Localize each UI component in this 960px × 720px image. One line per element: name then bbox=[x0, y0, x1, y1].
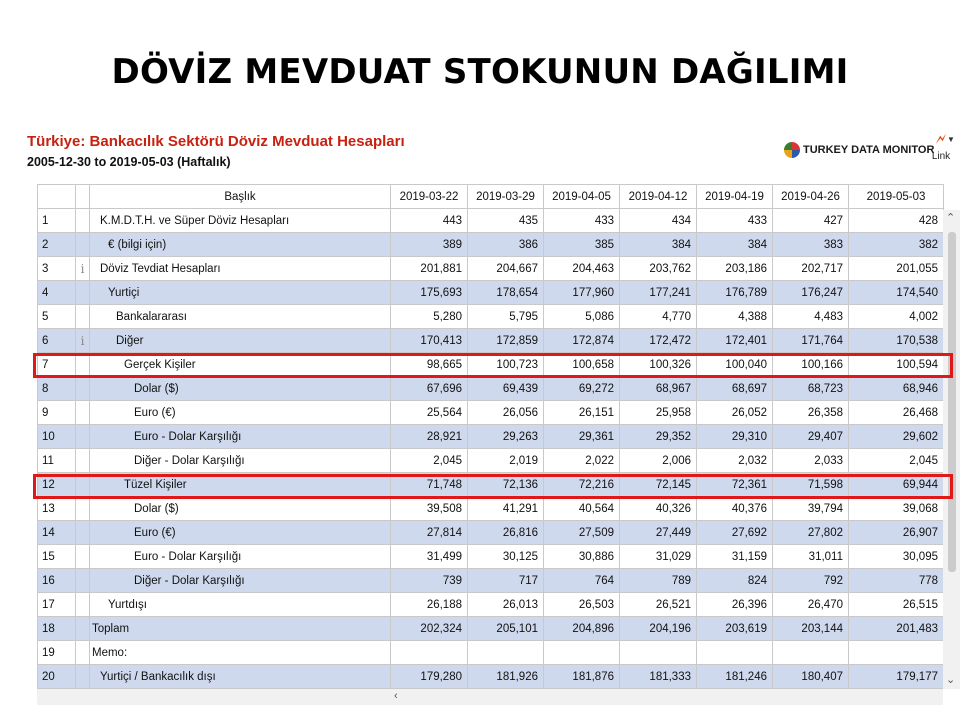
horizontal-scrollbar[interactable] bbox=[37, 689, 943, 705]
row-label: Euro - Dolar Karşılığı bbox=[90, 425, 391, 449]
value-cell: 27,814 bbox=[391, 521, 468, 545]
value-cell: 26,907 bbox=[849, 521, 944, 545]
slide-title: DÖVİZ MEVDUAT STOKUNUN DAĞILIMI bbox=[111, 52, 849, 92]
value-cell: 100,594 bbox=[849, 353, 944, 377]
value-cell: 71,748 bbox=[391, 473, 468, 497]
value-cell: 172,859 bbox=[468, 329, 544, 353]
value-cell: 100,326 bbox=[620, 353, 697, 377]
row-number: 19 bbox=[38, 641, 76, 665]
value-cell: 203,144 bbox=[773, 617, 849, 641]
header-info bbox=[76, 185, 90, 209]
row-label: Diğer bbox=[90, 329, 391, 353]
value-cell: 72,136 bbox=[468, 473, 544, 497]
data-grid[interactable] bbox=[37, 184, 960, 710]
header-label[interactable]: Başlık bbox=[90, 185, 391, 209]
row-label: Gerçek Kişiler bbox=[90, 353, 391, 377]
table-row[interactable] bbox=[38, 545, 944, 569]
value-cell: 181,926 bbox=[468, 665, 544, 689]
value-cell: 181,333 bbox=[620, 665, 697, 689]
table-row[interactable] bbox=[38, 617, 944, 641]
value-cell: 27,449 bbox=[620, 521, 697, 545]
value-cell: 2,045 bbox=[391, 449, 468, 473]
row-number: 7 bbox=[38, 353, 76, 377]
value-cell: 385 bbox=[544, 233, 620, 257]
row-label: Diğer - Dolar Karşılığı bbox=[90, 449, 391, 473]
value-cell: 171,764 bbox=[773, 329, 849, 353]
value-cell: 2,019 bbox=[468, 449, 544, 473]
value-cell: 2,045 bbox=[849, 449, 944, 473]
value-cell: 26,013 bbox=[468, 593, 544, 617]
value-cell bbox=[468, 641, 544, 665]
row-number: 16 bbox=[38, 569, 76, 593]
row-label: Bankalararası bbox=[90, 305, 391, 329]
brand-name: TURKEY DATA MONITOR bbox=[803, 144, 935, 156]
row-number: 10 bbox=[38, 425, 76, 449]
value-cell: 433 bbox=[697, 209, 773, 233]
row-number: 14 bbox=[38, 521, 76, 545]
deposit-table bbox=[37, 184, 944, 689]
value-cell: 100,723 bbox=[468, 353, 544, 377]
value-cell: 26,056 bbox=[468, 401, 544, 425]
value-cell: 204,896 bbox=[544, 617, 620, 641]
value-cell: 26,396 bbox=[697, 593, 773, 617]
value-cell: 202,324 bbox=[391, 617, 468, 641]
header-date[interactable]: 2019-03-29 bbox=[468, 185, 544, 209]
row-label: Euro (€) bbox=[90, 521, 391, 545]
vertical-scrollbar[interactable] bbox=[943, 210, 960, 689]
value-cell: 428 bbox=[849, 209, 944, 233]
value-cell: 5,280 bbox=[391, 305, 468, 329]
value-cell: 204,667 bbox=[468, 257, 544, 281]
value-cell: 434 bbox=[620, 209, 697, 233]
value-cell: 443 bbox=[391, 209, 468, 233]
value-cell: 176,789 bbox=[697, 281, 773, 305]
row-label: Memo: bbox=[90, 641, 391, 665]
scroll-down-icon[interactable]: ⌄ bbox=[946, 674, 956, 686]
value-cell: 39,794 bbox=[773, 497, 849, 521]
value-cell: 68,723 bbox=[773, 377, 849, 401]
table-row[interactable] bbox=[38, 377, 944, 401]
value-cell: 71,598 bbox=[773, 473, 849, 497]
value-cell: 5,795 bbox=[468, 305, 544, 329]
value-cell: 435 bbox=[468, 209, 544, 233]
table-row[interactable] bbox=[38, 497, 944, 521]
value-cell: 69,944 bbox=[849, 473, 944, 497]
value-cell: 386 bbox=[468, 233, 544, 257]
value-cell: 27,802 bbox=[773, 521, 849, 545]
row-number: 4 bbox=[38, 281, 76, 305]
header-rownum bbox=[38, 185, 76, 209]
value-cell: 4,002 bbox=[849, 305, 944, 329]
value-cell: 778 bbox=[849, 569, 944, 593]
info-cell bbox=[76, 377, 90, 401]
value-cell: 100,040 bbox=[697, 353, 773, 377]
value-cell: 31,159 bbox=[697, 545, 773, 569]
info-cell bbox=[76, 305, 90, 329]
table-header-row bbox=[38, 185, 944, 209]
caret-down-icon[interactable]: ▼ bbox=[947, 135, 955, 144]
value-cell: 30,125 bbox=[468, 545, 544, 569]
value-cell: 204,463 bbox=[544, 257, 620, 281]
value-cell: 177,241 bbox=[620, 281, 697, 305]
row-number: 20 bbox=[38, 665, 76, 689]
value-cell: 39,508 bbox=[391, 497, 468, 521]
value-cell: 29,602 bbox=[849, 425, 944, 449]
value-cell: 717 bbox=[468, 569, 544, 593]
value-cell: 384 bbox=[620, 233, 697, 257]
table-row[interactable] bbox=[38, 233, 944, 257]
value-cell bbox=[620, 641, 697, 665]
info-cell bbox=[76, 497, 90, 521]
value-cell: 26,188 bbox=[391, 593, 468, 617]
value-cell: 41,291 bbox=[468, 497, 544, 521]
row-label: Dolar ($) bbox=[90, 497, 391, 521]
value-cell: 201,055 bbox=[849, 257, 944, 281]
row-label: Yurtdışı bbox=[90, 593, 391, 617]
value-cell: 68,946 bbox=[849, 377, 944, 401]
value-cell: 383 bbox=[773, 233, 849, 257]
row-number: 9 bbox=[38, 401, 76, 425]
value-cell: 824 bbox=[697, 569, 773, 593]
value-cell: 28,921 bbox=[391, 425, 468, 449]
value-cell: 30,095 bbox=[849, 545, 944, 569]
row-number: 18 bbox=[38, 617, 76, 641]
value-cell: 2,022 bbox=[544, 449, 620, 473]
value-cell: 739 bbox=[391, 569, 468, 593]
row-number: 12 bbox=[38, 473, 76, 497]
value-cell: 26,521 bbox=[620, 593, 697, 617]
value-cell: 177,960 bbox=[544, 281, 620, 305]
value-cell: 205,101 bbox=[468, 617, 544, 641]
value-cell: 31,029 bbox=[620, 545, 697, 569]
value-cell: 180,407 bbox=[773, 665, 849, 689]
value-cell: 26,151 bbox=[544, 401, 620, 425]
value-cell: 4,483 bbox=[773, 305, 849, 329]
info-icon: i bbox=[76, 257, 90, 281]
value-cell: 427 bbox=[773, 209, 849, 233]
row-label: K.M.D.T.H. ve Süper Döviz Hesapları bbox=[90, 209, 391, 233]
value-cell: 181,246 bbox=[697, 665, 773, 689]
value-cell: 5,086 bbox=[544, 305, 620, 329]
row-number: 17 bbox=[38, 593, 76, 617]
value-cell: 389 bbox=[391, 233, 468, 257]
value-cell: 764 bbox=[544, 569, 620, 593]
value-cell: 100,658 bbox=[544, 353, 620, 377]
value-cell: 72,216 bbox=[544, 473, 620, 497]
row-number: 1 bbox=[38, 209, 76, 233]
row-number: 11 bbox=[38, 449, 76, 473]
table-row[interactable] bbox=[38, 305, 944, 329]
value-cell: 201,483 bbox=[849, 617, 944, 641]
value-cell: 204,196 bbox=[620, 617, 697, 641]
value-cell bbox=[391, 641, 468, 665]
value-cell: 39,068 bbox=[849, 497, 944, 521]
value-cell: 792 bbox=[773, 569, 849, 593]
info-cell bbox=[76, 473, 90, 497]
row-number: 3 bbox=[38, 257, 76, 281]
value-cell: 4,388 bbox=[697, 305, 773, 329]
header-date[interactable]: 2019-04-05 bbox=[544, 185, 620, 209]
value-cell: 72,361 bbox=[697, 473, 773, 497]
value-cell: 98,665 bbox=[391, 353, 468, 377]
scroll-up-icon[interactable]: ⌃ bbox=[946, 212, 956, 224]
value-cell: 172,401 bbox=[697, 329, 773, 353]
value-cell: 26,358 bbox=[773, 401, 849, 425]
value-cell: 29,361 bbox=[544, 425, 620, 449]
table-row[interactable] bbox=[38, 329, 944, 353]
chart-link-icon: 🗲 bbox=[935, 131, 947, 148]
table-row[interactable] bbox=[38, 257, 944, 281]
value-cell: 433 bbox=[544, 209, 620, 233]
panel-title: Türkiye: Bankacılık Sektörü Döviz Mevduat Hesapları bbox=[27, 133, 405, 150]
value-cell: 26,468 bbox=[849, 401, 944, 425]
table-row[interactable] bbox=[38, 521, 944, 545]
row-number: 13 bbox=[38, 497, 76, 521]
info-cell bbox=[76, 521, 90, 545]
table-row[interactable] bbox=[38, 641, 944, 665]
info-cell bbox=[76, 281, 90, 305]
row-number: 8 bbox=[38, 377, 76, 401]
value-cell: 67,696 bbox=[391, 377, 468, 401]
value-cell: 2,006 bbox=[620, 449, 697, 473]
value-cell: 25,564 bbox=[391, 401, 468, 425]
row-label: € (bilgi için) bbox=[90, 233, 391, 257]
row-label: Euro - Dolar Karşılığı bbox=[90, 545, 391, 569]
info-cell bbox=[76, 593, 90, 617]
table-row[interactable] bbox=[38, 425, 944, 449]
value-cell: 68,697 bbox=[697, 377, 773, 401]
link-button[interactable] bbox=[930, 131, 955, 162]
value-cell: 201,881 bbox=[391, 257, 468, 281]
value-cell: 26,515 bbox=[849, 593, 944, 617]
row-number: 15 bbox=[38, 545, 76, 569]
value-cell: 179,280 bbox=[391, 665, 468, 689]
header-date[interactable]: 2019-05-03 bbox=[849, 185, 944, 209]
header-date[interactable]: 2019-04-19 bbox=[697, 185, 773, 209]
value-cell: 100,166 bbox=[773, 353, 849, 377]
table-row[interactable] bbox=[38, 209, 944, 233]
value-cell: 26,816 bbox=[468, 521, 544, 545]
info-cell bbox=[76, 353, 90, 377]
table-row[interactable] bbox=[38, 353, 944, 377]
value-cell bbox=[697, 641, 773, 665]
value-cell: 29,352 bbox=[620, 425, 697, 449]
table-row[interactable] bbox=[38, 401, 944, 425]
value-cell bbox=[849, 641, 944, 665]
value-cell: 72,145 bbox=[620, 473, 697, 497]
panel-subtitle: 2005-12-30 to 2019-05-03 (Haftalık) bbox=[27, 155, 231, 169]
value-cell: 175,693 bbox=[391, 281, 468, 305]
value-cell: 170,413 bbox=[391, 329, 468, 353]
value-cell: 203,186 bbox=[697, 257, 773, 281]
row-label: Tüzel Kişiler bbox=[90, 473, 391, 497]
value-cell: 27,509 bbox=[544, 521, 620, 545]
info-cell bbox=[76, 545, 90, 569]
info-cell bbox=[76, 233, 90, 257]
value-cell: 172,472 bbox=[620, 329, 697, 353]
brand-logo[interactable] bbox=[784, 142, 934, 158]
value-cell: 40,376 bbox=[697, 497, 773, 521]
value-cell: 178,654 bbox=[468, 281, 544, 305]
turkey-data-monitor-logo-icon bbox=[784, 142, 800, 158]
value-cell: 179,177 bbox=[849, 665, 944, 689]
scroll-left-icon[interactable]: ‹ bbox=[394, 690, 398, 702]
value-cell: 69,272 bbox=[544, 377, 620, 401]
value-cell: 26,470 bbox=[773, 593, 849, 617]
value-cell: 202,717 bbox=[773, 257, 849, 281]
value-cell: 68,967 bbox=[620, 377, 697, 401]
table-row[interactable] bbox=[38, 593, 944, 617]
value-cell: 176,247 bbox=[773, 281, 849, 305]
table-row[interactable] bbox=[38, 281, 944, 305]
link-label: Link bbox=[931, 151, 951, 162]
value-cell bbox=[773, 641, 849, 665]
row-label: Yurtiçi / Bankacılık dışı bbox=[90, 665, 391, 689]
row-number: 2 bbox=[38, 233, 76, 257]
info-cell bbox=[76, 569, 90, 593]
value-cell: 382 bbox=[849, 233, 944, 257]
value-cell: 31,499 bbox=[391, 545, 468, 569]
value-cell: 29,407 bbox=[773, 425, 849, 449]
value-cell: 26,503 bbox=[544, 593, 620, 617]
value-cell: 203,762 bbox=[620, 257, 697, 281]
row-number: 6 bbox=[38, 329, 76, 353]
value-cell bbox=[544, 641, 620, 665]
value-cell: 69,439 bbox=[468, 377, 544, 401]
header-date[interactable]: 2019-04-12 bbox=[620, 185, 697, 209]
info-cell bbox=[76, 641, 90, 665]
header-date[interactable]: 2019-04-26 bbox=[773, 185, 849, 209]
value-cell: 40,564 bbox=[544, 497, 620, 521]
scrollbar-thumb[interactable] bbox=[948, 232, 956, 572]
row-label: Dolar ($) bbox=[90, 377, 391, 401]
header-date[interactable]: 2019-03-22 bbox=[391, 185, 468, 209]
table-row[interactable] bbox=[38, 449, 944, 473]
value-cell: 181,876 bbox=[544, 665, 620, 689]
value-cell: 2,033 bbox=[773, 449, 849, 473]
table-row[interactable] bbox=[38, 473, 944, 497]
table-row[interactable] bbox=[38, 569, 944, 593]
row-label: Toplam bbox=[90, 617, 391, 641]
info-cell bbox=[76, 209, 90, 233]
row-label: Euro (€) bbox=[90, 401, 391, 425]
value-cell: 172,874 bbox=[544, 329, 620, 353]
value-cell: 29,263 bbox=[468, 425, 544, 449]
info-cell bbox=[76, 665, 90, 689]
value-cell: 174,540 bbox=[849, 281, 944, 305]
table-row[interactable] bbox=[38, 665, 944, 689]
value-cell: 2,032 bbox=[697, 449, 773, 473]
row-label: Diğer - Dolar Karşılığı bbox=[90, 569, 391, 593]
info-cell bbox=[76, 617, 90, 641]
row-label: Yurtiçi bbox=[90, 281, 391, 305]
value-cell: 384 bbox=[697, 233, 773, 257]
value-cell: 170,538 bbox=[849, 329, 944, 353]
value-cell: 30,886 bbox=[544, 545, 620, 569]
value-cell: 789 bbox=[620, 569, 697, 593]
info-cell bbox=[76, 425, 90, 449]
value-cell: 203,619 bbox=[697, 617, 773, 641]
value-cell: 40,326 bbox=[620, 497, 697, 521]
row-number: 5 bbox=[38, 305, 76, 329]
info-cell bbox=[76, 449, 90, 473]
info-cell bbox=[76, 401, 90, 425]
value-cell: 29,310 bbox=[697, 425, 773, 449]
value-cell: 25,958 bbox=[620, 401, 697, 425]
value-cell: 4,770 bbox=[620, 305, 697, 329]
info-icon: i bbox=[76, 329, 90, 353]
value-cell: 31,011 bbox=[773, 545, 849, 569]
value-cell: 26,052 bbox=[697, 401, 773, 425]
value-cell: 27,692 bbox=[697, 521, 773, 545]
row-label: Döviz Tevdiat Hesapları bbox=[90, 257, 391, 281]
